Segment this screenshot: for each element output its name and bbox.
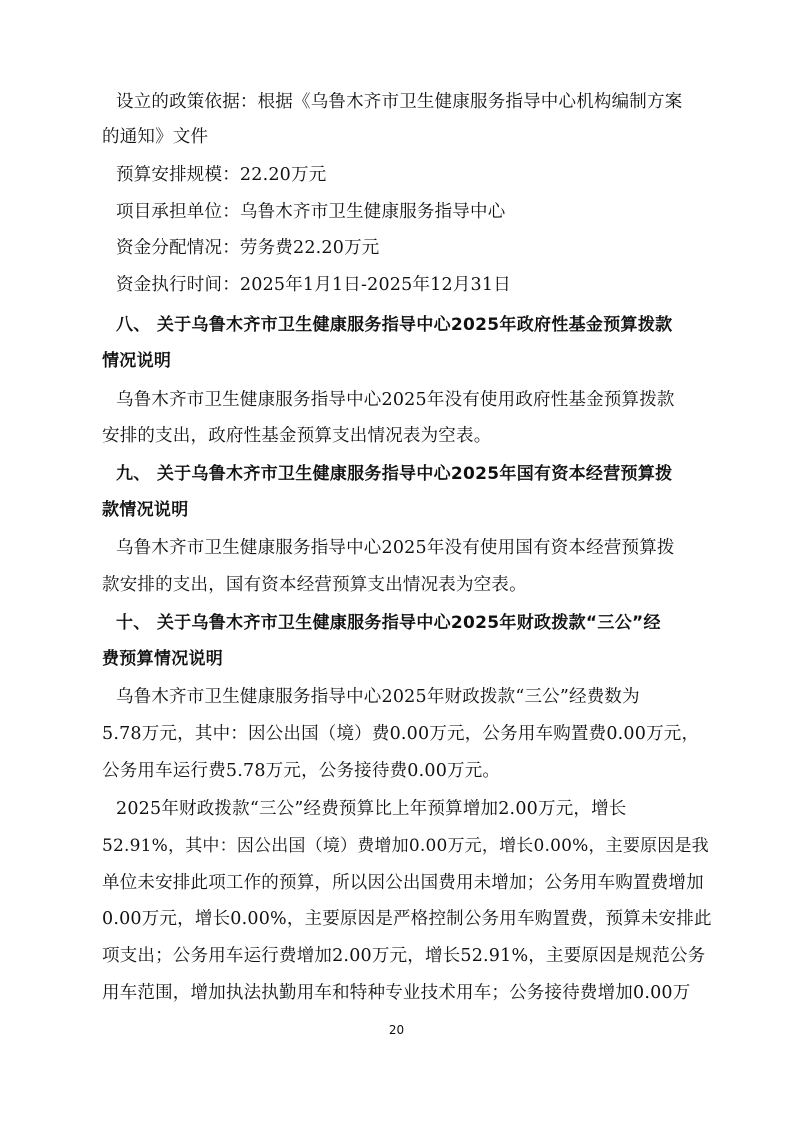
section-10-heading-line-2: 费预算情况说明 xyxy=(102,649,224,669)
section-9-body-line-2: 款安排的支出，国有资本经营预算支出情况表为空表。 xyxy=(102,575,527,595)
section-9-heading-line-2: 款情况说明 xyxy=(102,500,189,520)
section-10-p2-line-2: 52.91%，其中：因公出国（境）费增加0.00万元，增长0.00%，主要原因是我 xyxy=(102,836,709,856)
policy-basis-line-2: 的通知》文件 xyxy=(102,127,209,147)
undertaking-unit-line: 项目承担单位：乌鲁木齐市卫生健康服务指导中心 xyxy=(116,202,506,222)
section-10-heading-line-1: 十、 关于乌鲁木齐市卫生健康服务指导中心2025年财政拨款“三公”经 xyxy=(116,613,661,633)
page-number: 20 xyxy=(388,1023,405,1037)
execution-time-line: 资金执行时间：2025年1月1日-2025年12月31日 xyxy=(116,275,511,295)
section-10-p2-line-3: 单位未安排此项工作的预算，所以因公出国费用未增加；公务用车购置费增加 xyxy=(102,873,704,893)
section-10-p2-line-6: 用车范围，增加执法执勤用车和特种专业技术用车；公务接待费增加0.00万 xyxy=(102,983,691,1003)
section-8-body-line-1: 乌鲁木齐市卫生健康服务指导中心2025年没有使用政府性基金预算拨款 xyxy=(116,390,675,410)
section-8-body-line-2: 安排的支出，政府性基金预算支出情况表为空表。 xyxy=(102,426,492,446)
section-8-heading-line-2: 情况说明 xyxy=(102,351,172,371)
policy-basis-line-1: 设立的政策依据：根据《乌鲁木齐市卫生健康服务指导中心机构编制方案 xyxy=(116,92,683,112)
section-10-p1-line-2: 5.78万元，其中：因公出国（境）费0.00万元，公务用车购置费0.00万元， xyxy=(102,724,700,744)
section-9-heading-line-1: 九、 关于乌鲁木齐市卫生健康服务指导中心2025年国有资本经营预算拨 xyxy=(116,464,673,484)
section-10-p2-line-5: 项支出；公务用车运行费增加2.00万元，增长52.91%，主要原因是规范公务 xyxy=(102,946,706,966)
section-10-p1-line-1: 乌鲁木齐市卫生健康服务指导中心2025年财政拨款“三公”经费数为 xyxy=(116,687,640,707)
fund-allocation-line: 资金分配情况：劳务费22.20万元 xyxy=(116,238,380,258)
section-10-p1-line-3: 公务用车运行费5.78万元，公务接待费0.00万元。 xyxy=(102,761,501,781)
budget-scale-line: 预算安排规模：22.20万元 xyxy=(116,165,327,185)
section-10-p2-line-4: 0.00万元，增长0.00%，主要原因是严格控制公务用车购置费，预算未安排此 xyxy=(102,909,712,929)
section-9-body-line-1: 乌鲁木齐市卫生健康服务指导中心2025年没有使用国有资本经营预算拨 xyxy=(116,538,675,558)
section-8-heading-line-1: 八、 关于乌鲁木齐市卫生健康服务指导中心2025年政府性基金预算拨款 xyxy=(116,315,673,335)
section-10-p2-line-1: 2025年财政拨款“三公”经费预算比上年预算增加2.00万元，增长 xyxy=(116,799,627,819)
